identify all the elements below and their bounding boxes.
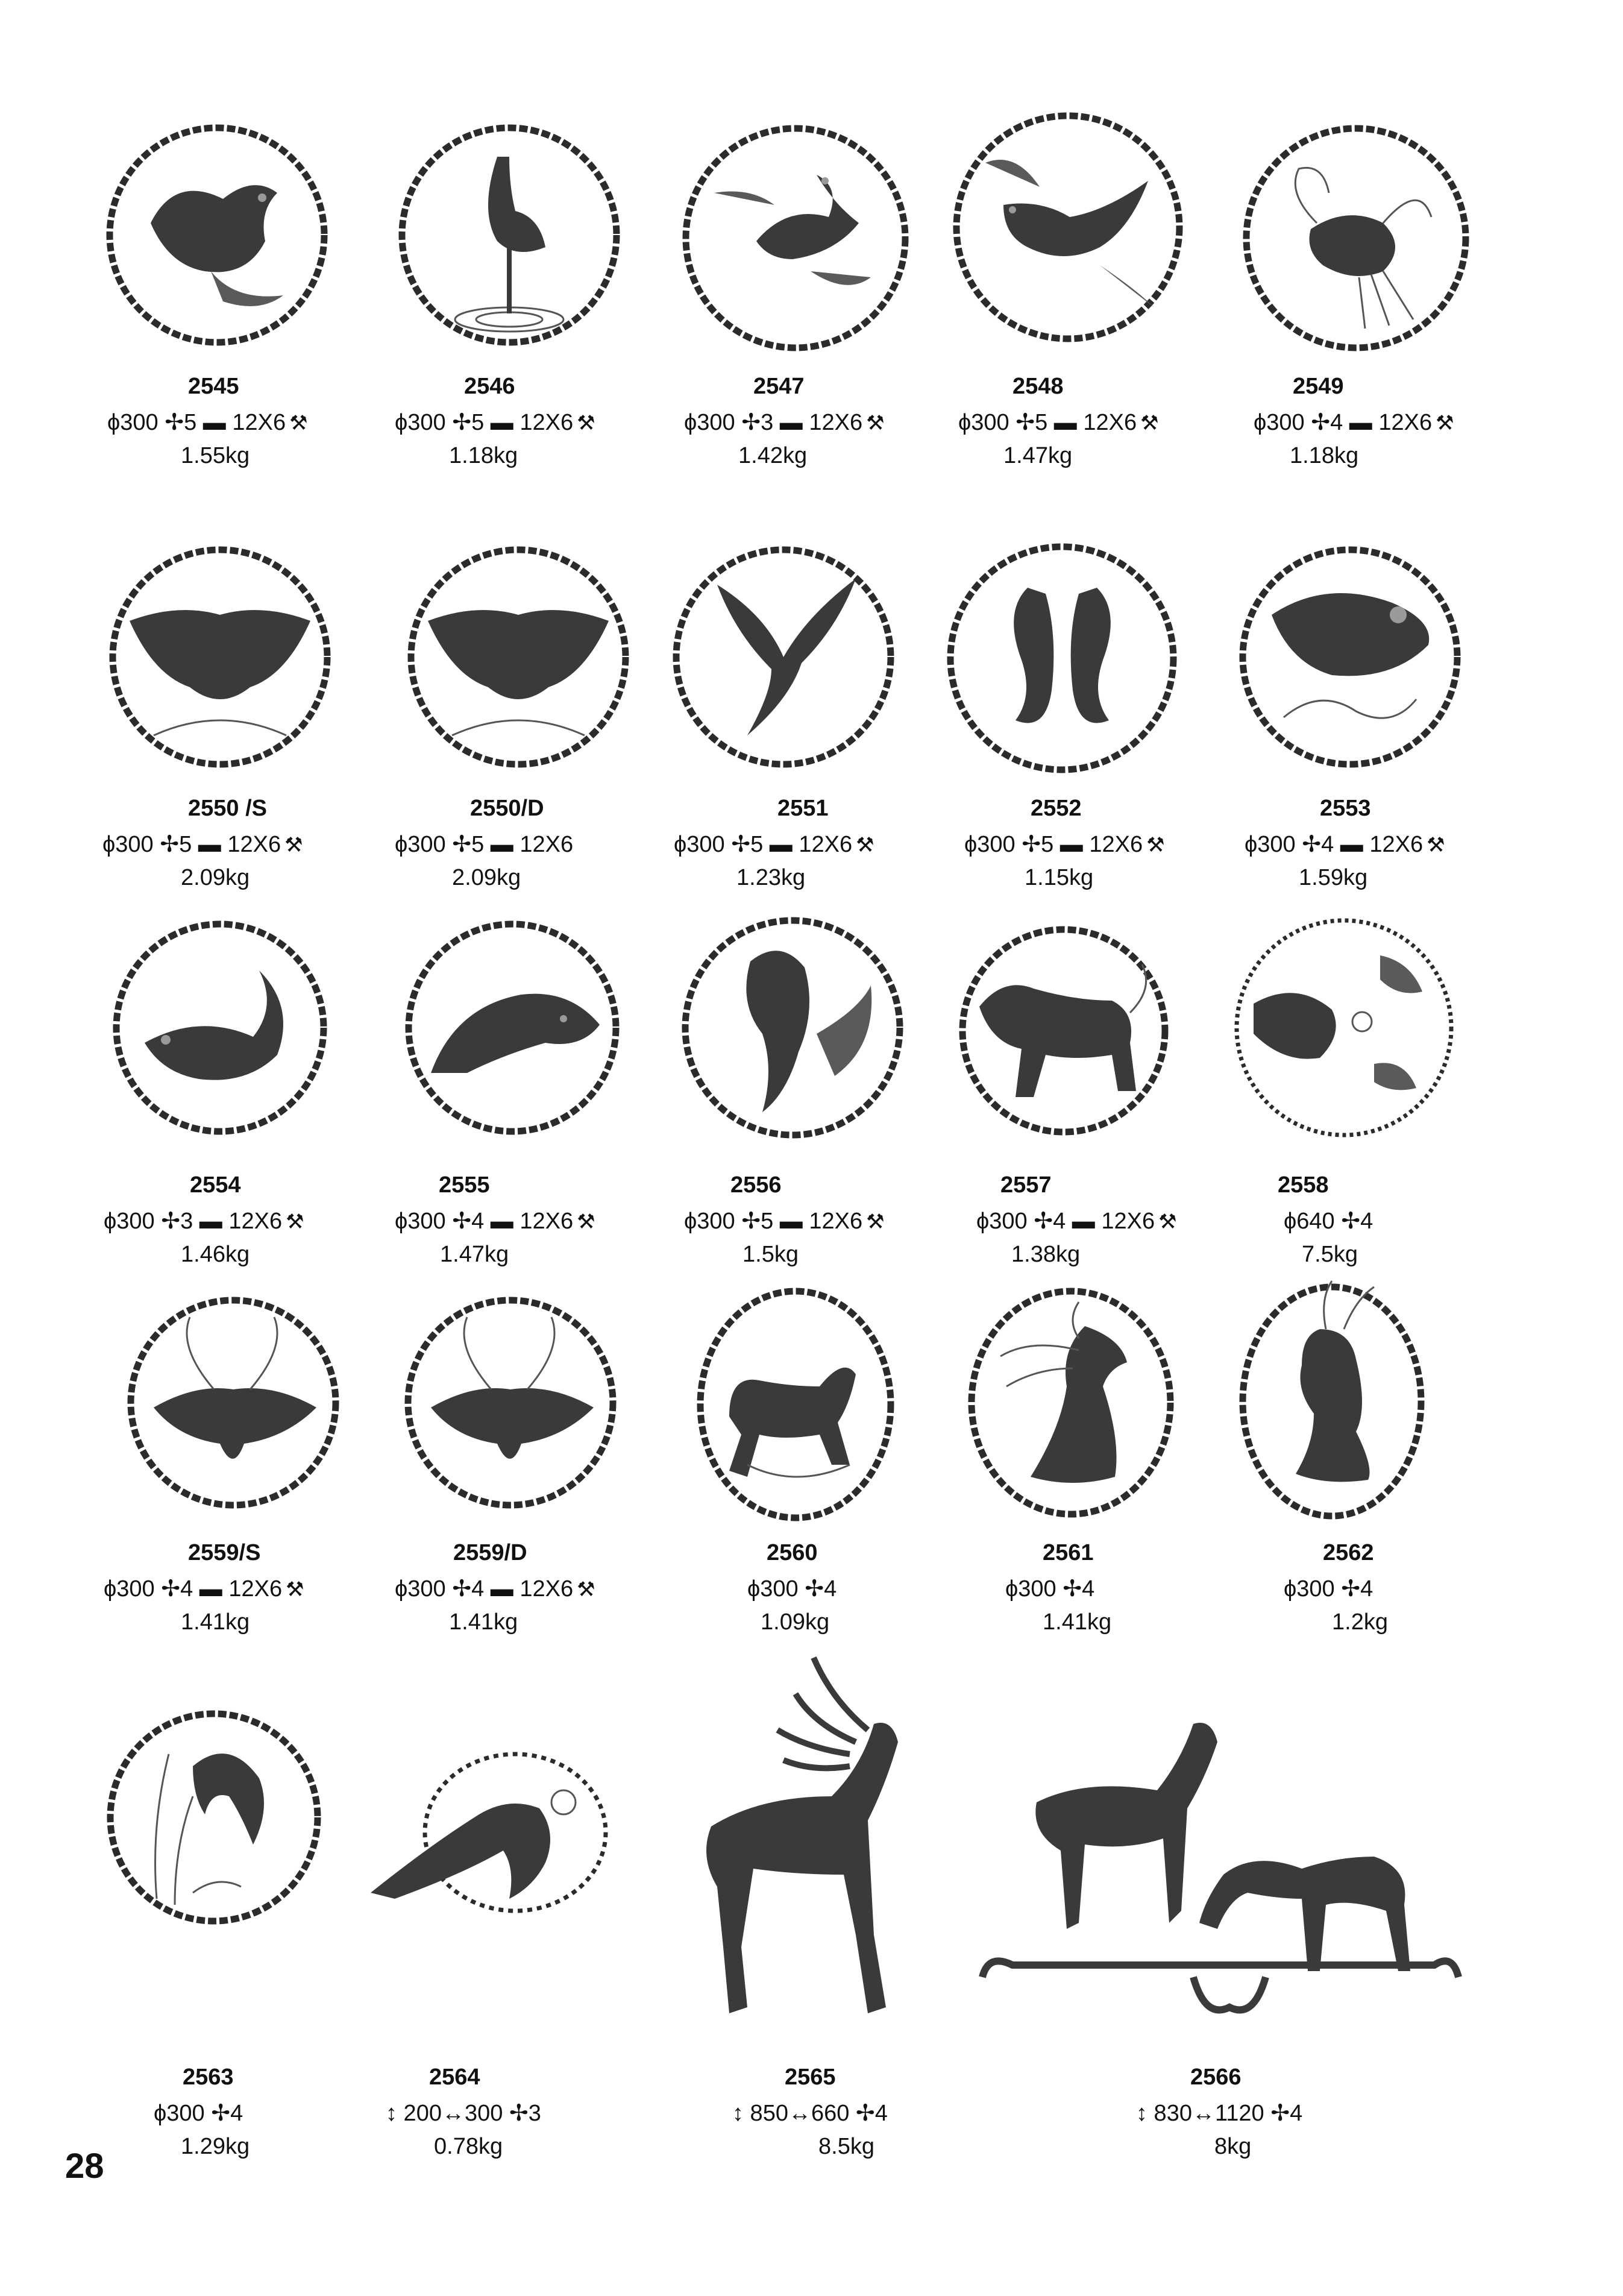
- ornament-image: [955, 922, 1172, 1139]
- item-code: 2563: [183, 2065, 234, 2090]
- item-code: 2564: [429, 2065, 480, 2090]
- item-code: 2546: [464, 374, 515, 399]
- item-spec: ↕ 200↔300 ✢3: [386, 2101, 541, 2126]
- item-code: 2556: [730, 1172, 782, 1198]
- mount-screw-icon: ⚒: [284, 834, 303, 857]
- item-spec: ϕ300 ✢5 ▬ 12X6 ⚒: [107, 410, 308, 435]
- ornament-image: [395, 121, 624, 350]
- item-weight: 1.41kg: [449, 1609, 518, 1635]
- item-weight: 1.55kg: [181, 443, 250, 468]
- mount-screw-icon: ⚒: [577, 1210, 595, 1233]
- item-spec: ϕ300 ✢4: [1005, 1576, 1095, 1602]
- item-code: 2548: [1012, 374, 1064, 399]
- item-spec: ϕ300 ✢5 ▬ 12X6: [395, 832, 574, 857]
- item-code: 2559/D: [453, 1540, 527, 1565]
- mount-screw-icon: ⚒: [866, 412, 885, 435]
- mount-screw-icon: ⚒: [1436, 412, 1454, 435]
- item-weight: 1.15kg: [1025, 865, 1094, 890]
- ornament-image: [102, 121, 331, 350]
- ornament-image: [1235, 543, 1464, 772]
- item-code: 2545: [188, 374, 239, 399]
- item-spec: ϕ300 ✢5 ▬ 12X6 ⚒: [964, 832, 1165, 857]
- mount-screw-icon: ⚒: [866, 1210, 885, 1233]
- item-spec: ↕ 850↔660 ✢4: [732, 2101, 888, 2126]
- item-code: 2550/D: [470, 796, 544, 821]
- item-weight: 1.38kg: [1011, 1242, 1081, 1267]
- mount-screw-icon: ⚒: [1140, 412, 1159, 435]
- ornament-image: [102, 1706, 325, 1929]
- item-weight: 1.09kg: [761, 1609, 830, 1635]
- item-code: 2547: [753, 374, 805, 399]
- item-weight: 8kg: [1214, 2134, 1252, 2159]
- item-code: 2551: [777, 796, 829, 821]
- ornament-image: [669, 543, 898, 772]
- item-spec: ϕ300 ✢4 ▬ 12X6 ⚒: [1254, 410, 1454, 435]
- item-code: 2550 /S: [188, 796, 267, 821]
- item-spec: ϕ300 ✢4 ▬ 12X6 ⚒: [395, 1209, 595, 1234]
- mount-screw-icon: ⚒: [1146, 834, 1165, 857]
- ornament-image: [404, 543, 633, 772]
- item-code: 2558: [1278, 1172, 1329, 1198]
- item-code: 2559/S: [188, 1540, 261, 1565]
- item-weight: 2.09kg: [181, 865, 250, 890]
- item-weight: 1.5kg: [742, 1242, 799, 1267]
- item-weight: 2.09kg: [452, 865, 521, 890]
- item-code: 2555: [439, 1172, 490, 1198]
- item-weight: 1.41kg: [1043, 1609, 1112, 1635]
- mount-screw-icon: ⚒: [577, 412, 595, 435]
- item-spec: ϕ300 ✢5 ▬ 12X6 ⚒: [395, 410, 595, 435]
- item-weight: 1.41kg: [181, 1609, 250, 1635]
- ornament-image: [964, 1284, 1178, 1522]
- ornament-image: [675, 1646, 946, 2031]
- item-spec: ϕ300 ✢4 ▬ 12X6 ⚒: [395, 1576, 595, 1602]
- ornament-image: [108, 916, 331, 1139]
- item-code: 2549: [1293, 374, 1344, 399]
- ornament-image: [678, 121, 913, 356]
- item-spec: ϕ640 ✢4: [1284, 1209, 1373, 1234]
- item-spec: ϕ300 ✢4 ▬ 12X6 ⚒: [104, 1576, 304, 1602]
- mount-screw-icon: ⚒: [286, 1578, 304, 1601]
- item-weight: 1.47kg: [440, 1242, 509, 1267]
- ornament-image: [693, 1284, 898, 1525]
- item-spec: ϕ300 ✢5 ▬ 12X6 ⚒: [684, 1209, 885, 1234]
- item-weight: 1.18kg: [1290, 443, 1359, 468]
- item-weight: 8.5kg: [818, 2134, 874, 2159]
- page-number: 28: [65, 2147, 104, 2186]
- item-code: 2562: [1323, 1540, 1374, 1565]
- ornament-image: [943, 539, 1181, 778]
- item-weight: 1.59kg: [1299, 865, 1368, 890]
- item-code: 2560: [767, 1540, 818, 1565]
- item-spec: ϕ300 ✢4: [154, 2101, 243, 2126]
- item-weight: 1.2kg: [1332, 1609, 1388, 1635]
- ornament-image: [949, 109, 1187, 347]
- ornament-image: [1235, 1275, 1428, 1522]
- item-code: 2557: [1000, 1172, 1052, 1198]
- item-weight: 1.18kg: [449, 443, 518, 468]
- item-spec: ϕ300 ✢3 ▬ 12X6 ⚒: [684, 410, 885, 435]
- item-weight: 0.78kg: [434, 2134, 503, 2159]
- mount-screw-icon: ⚒: [1158, 1210, 1177, 1233]
- ornament-image: [1238, 121, 1474, 356]
- mount-screw-icon: ⚒: [577, 1578, 595, 1601]
- mount-screw-icon: ⚒: [856, 834, 874, 857]
- item-weight: 1.47kg: [1003, 443, 1073, 468]
- item-spec: ↕ 830↔1120 ✢4: [1136, 2101, 1303, 2126]
- ornament-image: [359, 1742, 612, 1923]
- ornament-image: [401, 916, 624, 1139]
- item-code: 2566: [1190, 2065, 1242, 2090]
- item-weight: 1.23kg: [736, 865, 806, 890]
- mount-screw-icon: ⚒: [1427, 834, 1445, 857]
- item-spec: ϕ300 ✢5 ▬ 12X6 ⚒: [958, 410, 1159, 435]
- item-code: 2561: [1043, 1540, 1094, 1565]
- item-code: 2552: [1031, 796, 1082, 821]
- item-spec: ϕ300 ✢4 ▬ 12X6 ⚒: [1245, 832, 1445, 857]
- item-spec: ϕ300 ✢4: [1284, 1576, 1373, 1602]
- ornament-image: [678, 913, 907, 1142]
- ornament-image: [964, 1670, 1464, 2062]
- item-spec: ϕ300 ✢5 ▬ 12X6 ⚒: [102, 832, 303, 857]
- item-spec: ϕ300 ✢5 ▬ 12X6 ⚒: [674, 832, 874, 857]
- mount-screw-icon: ⚒: [289, 412, 308, 435]
- item-code: 2553: [1320, 796, 1371, 821]
- mount-screw-icon: ⚒: [286, 1210, 304, 1233]
- item-spec: ϕ300 ✢3 ▬ 12X6 ⚒: [104, 1209, 304, 1234]
- item-weight: 1.46kg: [181, 1242, 250, 1267]
- item-weight: 1.42kg: [738, 443, 808, 468]
- ornament-image: [105, 543, 334, 772]
- item-code: 2554: [190, 1172, 241, 1198]
- ornament-image: [1229, 913, 1458, 1142]
- item-weight: 1.29kg: [181, 2134, 250, 2159]
- ornament-image: [401, 1293, 621, 1513]
- ornament-image: [124, 1293, 344, 1513]
- item-code: 2565: [785, 2065, 836, 2090]
- item-weight: 7.5kg: [1302, 1242, 1358, 1267]
- item-spec: ϕ300 ✢4: [747, 1576, 837, 1602]
- item-spec: ϕ300 ✢4 ▬ 12X6 ⚒: [976, 1209, 1177, 1234]
